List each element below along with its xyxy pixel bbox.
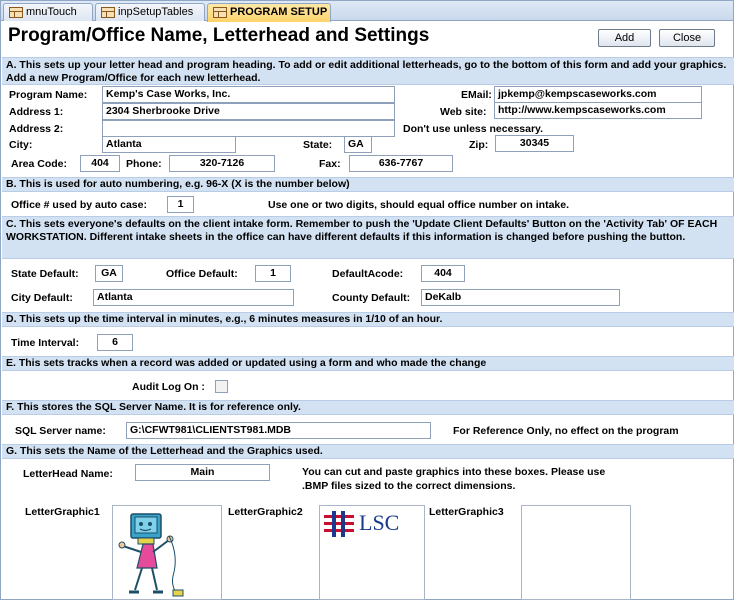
state-label: State: <box>303 139 333 151</box>
office-number-note: Use one or two digits, should equal office number on intake. <box>268 199 570 211</box>
default-acode-field[interactable]: 404 <box>421 265 465 282</box>
city-field[interactable]: Atlanta <box>102 136 236 153</box>
office-number-label: Office # used by auto case: <box>11 199 147 211</box>
sql-server-label: SQL Server name: <box>15 425 106 437</box>
time-interval-label: Time Interval: <box>11 337 80 349</box>
page-title: Program/Office Name, Letterhead and Settings <box>8 25 430 46</box>
state-default-field[interactable]: GA <box>95 265 123 282</box>
tab-inpsetuptables[interactable]: inpSetupTables <box>95 3 205 21</box>
zip-field[interactable]: 30345 <box>495 135 574 152</box>
letter-graphic1-label: LetterGraphic1 <box>25 506 100 518</box>
letter-graphic1-box[interactable] <box>112 505 222 600</box>
office-number-field[interactable]: 1 <box>167 196 194 213</box>
county-default-label: County Default: <box>332 292 411 304</box>
letterhead-name-field[interactable]: Main <box>135 464 270 481</box>
computer-clipart-image <box>113 506 222 600</box>
city-label: City: <box>9 139 33 151</box>
time-interval-field[interactable]: 6 <box>97 334 133 351</box>
office-default-label: Office Default: <box>166 268 238 280</box>
address1-label: Address 1: <box>9 106 64 118</box>
fax-field[interactable]: 636-7767 <box>349 155 453 172</box>
section-c-header: C. This sets everyone's defaults on the client intake form. Remember to push the 'Update Client Defaults' Button on the 'Activity Tab' OF EACH WORKSTATION. Different intake sheets in the office can have different defaults if this information is changed before pushing the button. <box>2 216 734 259</box>
close-button[interactable]: Close <box>659 29 715 47</box>
letter-graphic3-box[interactable] <box>521 505 631 600</box>
county-default-field[interactable]: DeKalb <box>421 289 620 306</box>
lsc-logo <box>322 510 422 538</box>
letterhead-name-label: LetterHead Name: <box>23 468 113 480</box>
add-button[interactable]: Add <box>598 29 651 47</box>
zip-label: Zip: <box>469 139 489 151</box>
city-default-label: City Default: <box>11 292 73 304</box>
letter-graphic2-label: LetterGraphic2 <box>228 506 303 518</box>
tab-program-setup[interactable]: PROGRAM SETUP <box>207 3 331 22</box>
section-a-header: A. This sets up your letter head and program heading. To add or edit additional letterheads, go to the bottom of this form and add your graphics. Add a new Program/Office for each new letterhead. <box>2 57 734 85</box>
lsc-logo-text: LSC <box>359 510 400 535</box>
fax-label: Fax: <box>319 158 341 170</box>
sql-server-field[interactable]: G:\CFWT981\CLIENTST981.MDB <box>126 422 431 439</box>
email-field[interactable]: jpkemp@kempscaseworks.com <box>494 86 702 103</box>
phone-label: Phone: <box>126 158 162 170</box>
lsc-logo-mark-icon <box>324 511 354 537</box>
form-icon <box>9 7 23 18</box>
address2-field[interactable] <box>102 120 395 137</box>
audit-log-checkbox[interactable] <box>215 380 228 393</box>
section-e-header: E. This sets tracks when a record was added or updated using a form and who made the change <box>2 356 734 371</box>
form-icon <box>213 7 227 18</box>
audit-log-label: Audit Log On : <box>132 381 205 393</box>
address2-label: Address 2: <box>9 123 64 135</box>
graphics-note-line2: .BMP files sized to the correct dimensions. <box>302 480 516 492</box>
default-acode-label: DefaultAcode: <box>332 268 404 280</box>
sql-server-note: For Reference Only, no effect on the program <box>453 425 679 437</box>
section-b-header: B. This is used for auto numbering, e.g. 96-X (X is the number below) <box>2 177 734 192</box>
phone-field[interactable]: 320-7126 <box>169 155 275 172</box>
area-code-field[interactable]: 404 <box>80 155 120 172</box>
area-code-label: Area Code: <box>11 158 68 170</box>
office-default-field[interactable]: 1 <box>255 265 291 282</box>
letter-graphic2-box[interactable] <box>319 505 425 600</box>
state-field[interactable]: GA <box>344 136 372 153</box>
section-g-header: G. This sets the Name of the Letterhead and the Graphics used. <box>2 444 734 459</box>
document-tab-bar <box>1 1 733 21</box>
city-default-field[interactable]: Atlanta <box>93 289 294 306</box>
letter-graphic3-label: LetterGraphic3 <box>429 506 504 518</box>
website-label: Web site: <box>440 106 487 118</box>
section-d-header: D. This sets up the time interval in minutes, e.g., 6 minutes measures in 1/10 of an hour. <box>2 312 734 327</box>
state-default-label: State Default: <box>11 268 79 280</box>
form-icon <box>101 7 115 18</box>
email-label: EMail: <box>461 89 492 101</box>
tab-mnutouch[interactable]: mnuTouch <box>3 3 93 21</box>
graphics-note-line1: You can cut and paste graphics into these boxes. Please use <box>302 466 606 478</box>
address1-field[interactable]: 2304 Sherbrooke Drive <box>102 103 395 120</box>
website-field[interactable]: http://www.kempscaseworks.com <box>494 102 702 119</box>
section-f-header: F. This stores the SQL Server Name. It is for reference only. <box>2 400 734 415</box>
program-name-field[interactable]: Kemp's Case Works, Inc. <box>102 86 395 103</box>
program-name-label: Program Name: <box>9 89 88 101</box>
dont-use-note: Don't use unless necessary. <box>403 123 544 135</box>
